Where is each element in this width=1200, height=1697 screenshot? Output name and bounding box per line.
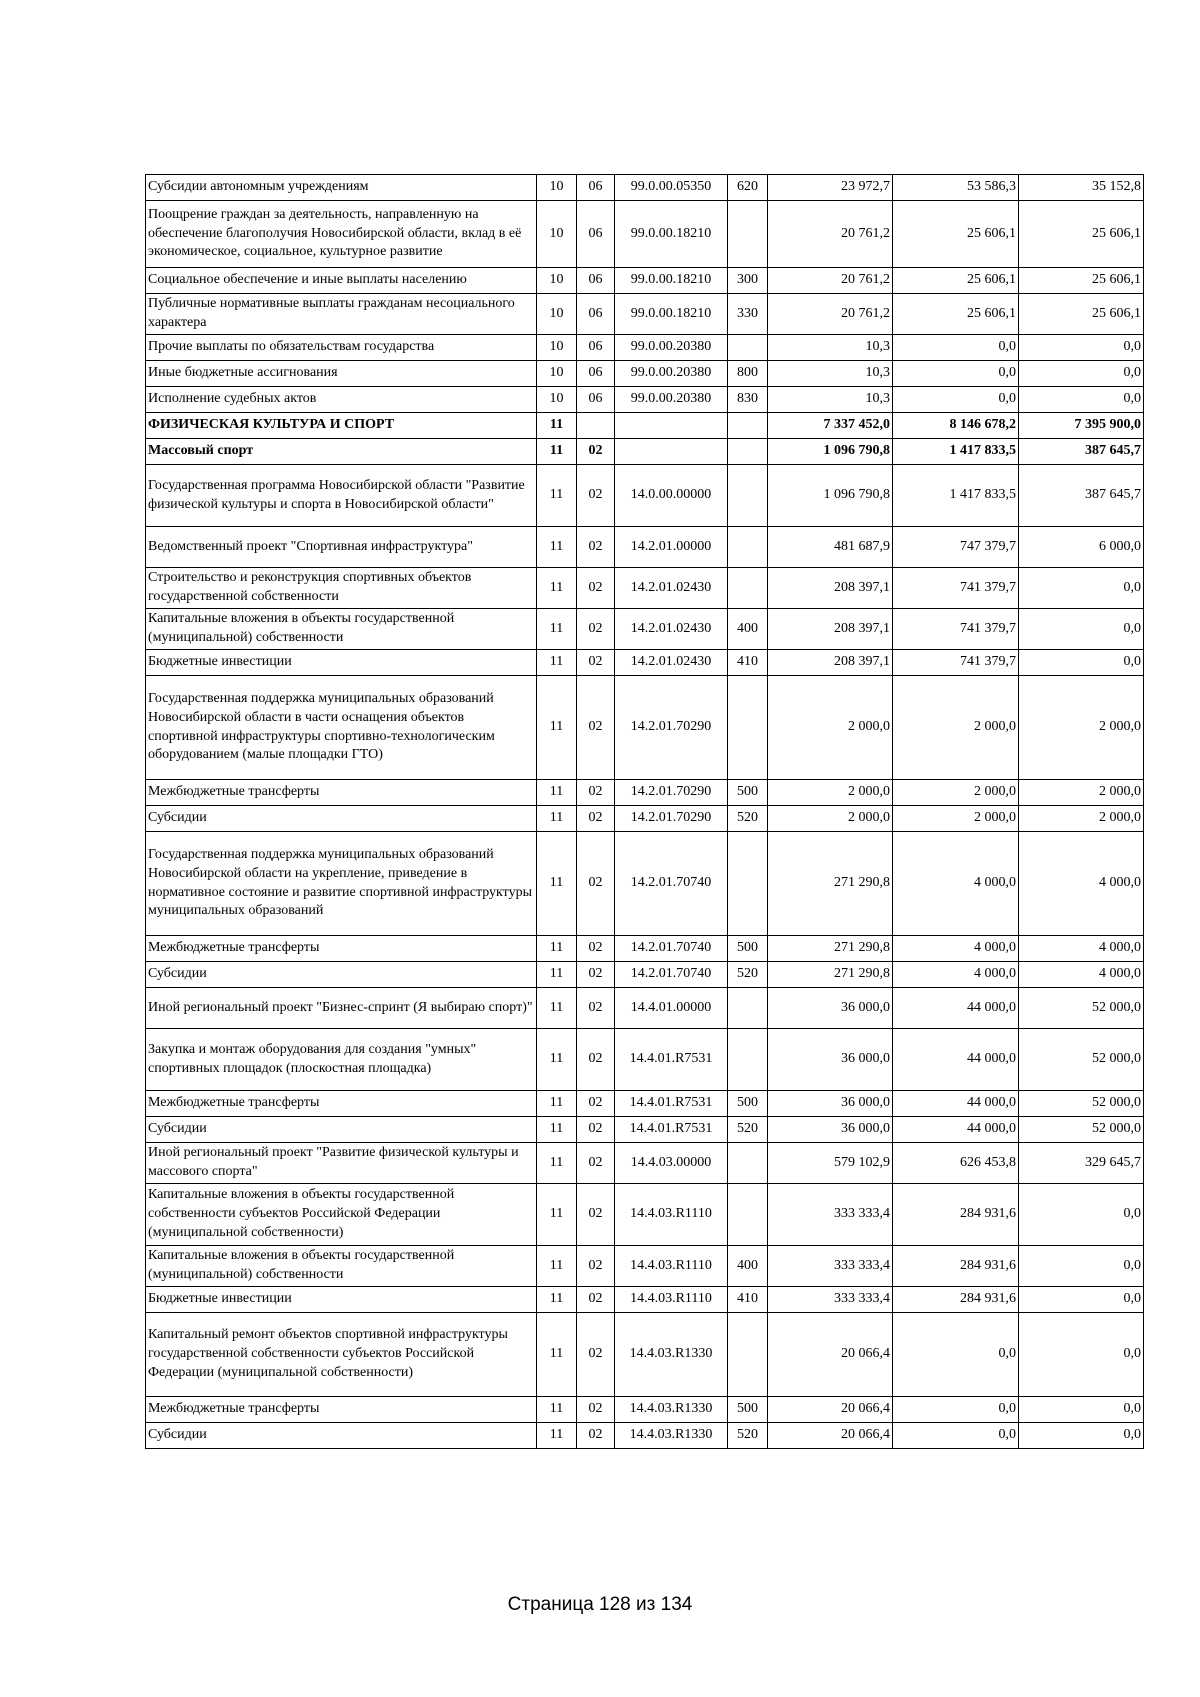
target-article-code: 14.4.01.R7531 <box>615 1117 728 1143</box>
row-name: Межбюджетные трансферты <box>146 780 537 806</box>
subsection-code: 02 <box>577 1091 615 1117</box>
row-name: Государственная поддержка муниципальных образований Новосибирской области в части оснащения объектов спортивной инфраструктуры спортивно-технологическим оборудованием (малые площадки ГТО) <box>146 676 537 780</box>
amount-year-3: 0,0 <box>1019 335 1144 361</box>
expense-type-code: 330 <box>728 294 768 335</box>
table-row <box>146 936 1144 962</box>
expense-type-code <box>728 1029 768 1091</box>
amount-year-3: 0,0 <box>1019 1313 1144 1397</box>
row-name: Поощрение граждан за деятельность, направленную на обеспечение благополучия Новосибирской области, вклад в её экономическое, социальное, культурное развитие <box>146 201 537 268</box>
amount-year-3: 4 000,0 <box>1019 936 1144 962</box>
amount-year-2: 741 379,7 <box>893 568 1019 609</box>
amount-year-2: 25 606,1 <box>893 268 1019 294</box>
amount-year-1: 36 000,0 <box>768 1117 893 1143</box>
subsection-code: 02 <box>577 1246 615 1287</box>
section-code: 11 <box>537 806 577 832</box>
amount-year-3: 0,0 <box>1019 568 1144 609</box>
section-code: 11 <box>537 676 577 780</box>
amount-year-1: 7 337 452,0 <box>768 413 893 439</box>
amount-year-3: 2 000,0 <box>1019 676 1144 780</box>
amount-year-1: 1 096 790,8 <box>768 439 893 465</box>
amount-year-1: 10,3 <box>768 361 893 387</box>
row-name: Субсидии <box>146 962 537 988</box>
subsection-code: 06 <box>577 294 615 335</box>
amount-year-2: 741 379,7 <box>893 650 1019 676</box>
table-row <box>146 1313 1144 1397</box>
subsection-code: 02 <box>577 962 615 988</box>
subsection-code: 06 <box>577 335 615 361</box>
target-article-code: 14.2.01.70740 <box>615 832 728 936</box>
section-code: 11 <box>537 609 577 650</box>
section-code: 10 <box>537 294 577 335</box>
amount-year-2: 284 931,6 <box>893 1287 1019 1313</box>
section-code: 10 <box>537 361 577 387</box>
subsection-code: 02 <box>577 1423 615 1449</box>
amount-year-3: 52 000,0 <box>1019 1117 1144 1143</box>
table-row <box>146 201 1144 268</box>
amount-year-3: 0,0 <box>1019 1246 1144 1287</box>
table-row <box>146 387 1144 413</box>
expense-type-code <box>728 413 768 439</box>
amount-year-2: 741 379,7 <box>893 609 1019 650</box>
amount-year-3: 35 152,8 <box>1019 175 1144 201</box>
amount-year-2: 25 606,1 <box>893 201 1019 268</box>
table-row <box>146 175 1144 201</box>
section-code: 10 <box>537 387 577 413</box>
subsection-code: 06 <box>577 387 615 413</box>
table-row <box>146 832 1144 936</box>
amount-year-1: 2 000,0 <box>768 806 893 832</box>
table-row <box>146 413 1144 439</box>
amount-year-2: 626 453,8 <box>893 1143 1019 1184</box>
table-row <box>146 1184 1144 1246</box>
section-code: 11 <box>537 1029 577 1091</box>
amount-year-3: 6 000,0 <box>1019 527 1144 568</box>
amount-year-1: 36 000,0 <box>768 988 893 1029</box>
section-code: 11 <box>537 988 577 1029</box>
target-article-code: 14.2.01.70290 <box>615 780 728 806</box>
expense-type-code: 410 <box>728 650 768 676</box>
row-name: Государственная поддержка муниципальных образований Новосибирской области на укрепление, приведение в нормативное состояние и развитие спортивной инфраструктуры муниципальных образований <box>146 832 537 936</box>
table-row <box>146 609 1144 650</box>
subsection-code: 02 <box>577 1143 615 1184</box>
subsection-code: 02 <box>577 1029 615 1091</box>
amount-year-1: 2 000,0 <box>768 676 893 780</box>
table-row <box>146 1246 1144 1287</box>
table-row <box>146 806 1144 832</box>
row-name: Межбюджетные трансферты <box>146 1091 537 1117</box>
section-code: 11 <box>537 962 577 988</box>
row-name: Иные бюджетные ассигнования <box>146 361 537 387</box>
target-article-code: 14.4.03.R1330 <box>615 1313 728 1397</box>
amount-year-3: 387 645,7 <box>1019 465 1144 527</box>
subsection-code: 02 <box>577 1117 615 1143</box>
amount-year-2: 0,0 <box>893 1397 1019 1423</box>
section-code: 10 <box>537 201 577 268</box>
expense-type-code <box>728 988 768 1029</box>
row-name: Бюджетные инвестиции <box>146 1287 537 1313</box>
expense-type-code: 500 <box>728 936 768 962</box>
target-article-code: 14.4.03.R1110 <box>615 1287 728 1313</box>
amount-year-3: 0,0 <box>1019 361 1144 387</box>
section-code: 11 <box>537 1143 577 1184</box>
target-article-code: 99.0.00.05350 <box>615 175 728 201</box>
amount-year-3: 0,0 <box>1019 1184 1144 1246</box>
row-name: Капитальные вложения в объекты государственной собственности субъектов Российской Федерации (муниципальной собственности) <box>146 1184 537 1246</box>
amount-year-2: 0,0 <box>893 361 1019 387</box>
target-article-code: 14.4.03.R1110 <box>615 1184 728 1246</box>
page-number: Страница 128 из 134 <box>507 1594 693 1615</box>
amount-year-3: 2 000,0 <box>1019 806 1144 832</box>
expense-type-code: 620 <box>728 175 768 201</box>
section-code: 11 <box>537 1397 577 1423</box>
target-article-code: 14.2.01.70740 <box>615 936 728 962</box>
row-name: Прочие выплаты по обязательствам государства <box>146 335 537 361</box>
target-article-code <box>615 439 728 465</box>
expense-type-code: 400 <box>728 1246 768 1287</box>
amount-year-2: 0,0 <box>893 387 1019 413</box>
amount-year-2: 4 000,0 <box>893 936 1019 962</box>
amount-year-2: 0,0 <box>893 1423 1019 1449</box>
amount-year-3: 52 000,0 <box>1019 988 1144 1029</box>
expense-type-code: 400 <box>728 609 768 650</box>
target-article-code: 14.2.01.70290 <box>615 676 728 780</box>
amount-year-3: 25 606,1 <box>1019 294 1144 335</box>
table-row <box>146 439 1144 465</box>
amount-year-2: 2 000,0 <box>893 780 1019 806</box>
target-article-code: 99.0.00.20380 <box>615 387 728 413</box>
row-name: Субсидии автономным учреждениям <box>146 175 537 201</box>
amount-year-2: 2 000,0 <box>893 806 1019 832</box>
target-article-code: 14.4.03.R1110 <box>615 1246 728 1287</box>
amount-year-1: 10,3 <box>768 335 893 361</box>
subsection-code: 06 <box>577 268 615 294</box>
amount-year-1: 1 096 790,8 <box>768 465 893 527</box>
amount-year-1: 481 687,9 <box>768 527 893 568</box>
row-name: Публичные нормативные выплаты гражданам несоциального характера <box>146 294 537 335</box>
amount-year-2: 44 000,0 <box>893 988 1019 1029</box>
expense-type-code <box>728 568 768 609</box>
target-article-code: 14.2.01.70740 <box>615 962 728 988</box>
section-code: 10 <box>537 175 577 201</box>
amount-year-2: 44 000,0 <box>893 1029 1019 1091</box>
subsection-code: 02 <box>577 527 615 568</box>
subsection-code: 02 <box>577 465 615 527</box>
amount-year-2: 53 586,3 <box>893 175 1019 201</box>
target-article-code: 14.2.01.02430 <box>615 568 728 609</box>
expense-type-code <box>728 465 768 527</box>
budget-table <box>145 174 1144 1449</box>
amount-year-1: 333 333,4 <box>768 1184 893 1246</box>
target-article-code: 14.0.00.00000 <box>615 465 728 527</box>
amount-year-1: 271 290,8 <box>768 962 893 988</box>
amount-year-1: 20 066,4 <box>768 1313 893 1397</box>
target-article-code: 14.4.01.R7531 <box>615 1029 728 1091</box>
amount-year-1: 208 397,1 <box>768 609 893 650</box>
row-name: Межбюджетные трансферты <box>146 1397 537 1423</box>
amount-year-1: 10,3 <box>768 387 893 413</box>
subsection-code: 02 <box>577 1313 615 1397</box>
section-code: 11 <box>537 1184 577 1246</box>
subsection-code: 06 <box>577 201 615 268</box>
row-name: Социальное обеспечение и иные выплаты населению <box>146 268 537 294</box>
amount-year-3: 4 000,0 <box>1019 962 1144 988</box>
table-row <box>146 988 1144 1029</box>
amount-year-1: 20 066,4 <box>768 1423 893 1449</box>
expense-type-code: 520 <box>728 806 768 832</box>
table-row <box>146 527 1144 568</box>
section-code: 11 <box>537 936 577 962</box>
amount-year-3: 52 000,0 <box>1019 1029 1144 1091</box>
target-article-code: 99.0.00.20380 <box>615 335 728 361</box>
amount-year-3: 0,0 <box>1019 1287 1144 1313</box>
table-row <box>146 962 1144 988</box>
expense-type-code: 800 <box>728 361 768 387</box>
target-article-code: 14.4.01.R7531 <box>615 1091 728 1117</box>
row-name: Капитальный ремонт объектов спортивной инфраструктуры государственной собственности субъектов Российской Федерации (муниципальной собственности) <box>146 1313 537 1397</box>
table-body <box>146 175 1144 1449</box>
section-code: 10 <box>537 268 577 294</box>
amount-year-1: 20 761,2 <box>768 268 893 294</box>
section-code: 11 <box>537 568 577 609</box>
subsection-code: 02 <box>577 988 615 1029</box>
table-row <box>146 568 1144 609</box>
table-row <box>146 1423 1144 1449</box>
amount-year-1: 20 761,2 <box>768 294 893 335</box>
amount-year-2: 0,0 <box>893 335 1019 361</box>
subsection-code: 02 <box>577 439 615 465</box>
table-row <box>146 676 1144 780</box>
expense-type-code <box>728 676 768 780</box>
table-row <box>146 1091 1144 1117</box>
amount-year-2: 1 417 833,5 <box>893 465 1019 527</box>
target-article-code: 14.4.03.R1330 <box>615 1423 728 1449</box>
amount-year-3: 25 606,1 <box>1019 268 1144 294</box>
section-code: 11 <box>537 1313 577 1397</box>
amount-year-3: 2 000,0 <box>1019 780 1144 806</box>
table-row <box>146 1287 1144 1313</box>
expense-type-code <box>728 335 768 361</box>
subsection-code: 02 <box>577 676 615 780</box>
target-article-code: 14.4.03.00000 <box>615 1143 728 1184</box>
table-row <box>146 1397 1144 1423</box>
expense-type-code <box>728 1313 768 1397</box>
section-code: 11 <box>537 1423 577 1449</box>
expense-type-code <box>728 439 768 465</box>
expense-type-code: 500 <box>728 1397 768 1423</box>
expense-type-code: 520 <box>728 962 768 988</box>
subsection-code: 02 <box>577 1287 615 1313</box>
amount-year-1: 2 000,0 <box>768 780 893 806</box>
amount-year-2: 4 000,0 <box>893 962 1019 988</box>
row-name: Иной региональный проект "Развитие физической культуры и массового спорта" <box>146 1143 537 1184</box>
table-row <box>146 465 1144 527</box>
amount-year-1: 579 102,9 <box>768 1143 893 1184</box>
expense-type-code: 830 <box>728 387 768 413</box>
target-article-code: 14.2.01.02430 <box>615 650 728 676</box>
amount-year-3: 0,0 <box>1019 650 1144 676</box>
section-code: 11 <box>537 465 577 527</box>
row-name: Субсидии <box>146 1423 537 1449</box>
amount-year-2: 8 146 678,2 <box>893 413 1019 439</box>
amount-year-1: 271 290,8 <box>768 936 893 962</box>
amount-year-1: 333 333,4 <box>768 1246 893 1287</box>
amount-year-3: 0,0 <box>1019 1397 1144 1423</box>
amount-year-1: 208 397,1 <box>768 650 893 676</box>
amount-year-1: 20 066,4 <box>768 1397 893 1423</box>
expense-type-code: 410 <box>728 1287 768 1313</box>
row-name: Закупка и монтаж оборудования для создания "умных" спортивных площадок (плоскостная площадка) <box>146 1029 537 1091</box>
row-name: Бюджетные инвестиции <box>146 650 537 676</box>
table-row <box>146 780 1144 806</box>
amount-year-3: 0,0 <box>1019 387 1144 413</box>
amount-year-2: 4 000,0 <box>893 832 1019 936</box>
section-code: 10 <box>537 335 577 361</box>
expense-type-code: 520 <box>728 1117 768 1143</box>
subsection-code: 02 <box>577 1397 615 1423</box>
section-code: 11 <box>537 1091 577 1117</box>
amount-year-3: 0,0 <box>1019 1423 1144 1449</box>
row-name: Субсидии <box>146 1117 537 1143</box>
row-name: Межбюджетные трансферты <box>146 936 537 962</box>
amount-year-3: 25 606,1 <box>1019 201 1144 268</box>
target-article-code: 99.0.00.18210 <box>615 268 728 294</box>
subsection-code <box>577 413 615 439</box>
row-name: Исполнение судебных актов <box>146 387 537 413</box>
subsection-code: 02 <box>577 568 615 609</box>
row-name: Строительство и реконструкция спортивных объектов государственной собственности <box>146 568 537 609</box>
target-article-code: 14.2.01.02430 <box>615 609 728 650</box>
table-row <box>146 1143 1144 1184</box>
section-code: 11 <box>537 1246 577 1287</box>
amount-year-3: 7 395 900,0 <box>1019 413 1144 439</box>
subsection-code: 02 <box>577 806 615 832</box>
amount-year-2: 44 000,0 <box>893 1117 1019 1143</box>
amount-year-2: 284 931,6 <box>893 1246 1019 1287</box>
expense-type-code <box>728 527 768 568</box>
amount-year-1: 208 397,1 <box>768 568 893 609</box>
target-article-code: 14.2.01.00000 <box>615 527 728 568</box>
table-row <box>146 650 1144 676</box>
row-name: ФИЗИЧЕСКАЯ КУЛЬТУРА И СПОРТ <box>146 413 537 439</box>
amount-year-1: 271 290,8 <box>768 832 893 936</box>
subsection-code: 02 <box>577 609 615 650</box>
amount-year-2: 25 606,1 <box>893 294 1019 335</box>
row-name: Массовый спорт <box>146 439 537 465</box>
expense-type-code: 300 <box>728 268 768 294</box>
section-code: 11 <box>537 780 577 806</box>
amount-year-2: 747 379,7 <box>893 527 1019 568</box>
expense-type-code <box>728 832 768 936</box>
row-name: Иной региональный проект "Бизнес-спринт (Я выбираю спорт)" <box>146 988 537 1029</box>
expense-type-code <box>728 1143 768 1184</box>
subsection-code: 02 <box>577 780 615 806</box>
target-article-code: 14.4.01.00000 <box>615 988 728 1029</box>
amount-year-2: 284 931,6 <box>893 1184 1019 1246</box>
expense-type-code <box>728 1184 768 1246</box>
amount-year-2: 44 000,0 <box>893 1091 1019 1117</box>
amount-year-3: 4 000,0 <box>1019 832 1144 936</box>
amount-year-3: 329 645,7 <box>1019 1143 1144 1184</box>
table-row <box>146 268 1144 294</box>
amount-year-2: 0,0 <box>893 1313 1019 1397</box>
section-code: 11 <box>537 527 577 568</box>
amount-year-1: 20 761,2 <box>768 201 893 268</box>
row-name: Капитальные вложения в объекты государственной (муниципальной) собственности <box>146 1246 537 1287</box>
table-row <box>146 1029 1144 1091</box>
row-name: Государственная программа Новосибирской области "Развитие физической культуры и спорта в Новосибирской области" <box>146 465 537 527</box>
amount-year-1: 23 972,7 <box>768 175 893 201</box>
target-article-code <box>615 413 728 439</box>
row-name: Капитальные вложения в объекты государственной (муниципальной) собственности <box>146 609 537 650</box>
section-code: 11 <box>537 1287 577 1313</box>
row-name: Ведомственный проект "Спортивная инфраструктура" <box>146 527 537 568</box>
subsection-code: 06 <box>577 361 615 387</box>
target-article-code: 99.0.00.18210 <box>615 294 728 335</box>
section-code: 11 <box>537 439 577 465</box>
subsection-code: 06 <box>577 175 615 201</box>
amount-year-1: 36 000,0 <box>768 1091 893 1117</box>
table-row <box>146 1117 1144 1143</box>
section-code: 11 <box>537 832 577 936</box>
subsection-code: 02 <box>577 1184 615 1246</box>
expense-type-code <box>728 201 768 268</box>
amount-year-1: 36 000,0 <box>768 1029 893 1091</box>
section-code: 11 <box>537 650 577 676</box>
amount-year-2: 2 000,0 <box>893 676 1019 780</box>
target-article-code: 99.0.00.20380 <box>615 361 728 387</box>
target-article-code: 14.2.01.70290 <box>615 806 728 832</box>
table-row <box>146 294 1144 335</box>
expense-type-code: 500 <box>728 1091 768 1117</box>
amount-year-2: 1 417 833,5 <box>893 439 1019 465</box>
section-code: 11 <box>537 1117 577 1143</box>
subsection-code: 02 <box>577 832 615 936</box>
table-row <box>146 361 1144 387</box>
row-name: Субсидии <box>146 806 537 832</box>
expense-type-code: 520 <box>728 1423 768 1449</box>
amount-year-3: 52 000,0 <box>1019 1091 1144 1117</box>
section-code: 11 <box>537 413 577 439</box>
subsection-code: 02 <box>577 650 615 676</box>
subsection-code: 02 <box>577 936 615 962</box>
target-article-code: 14.4.03.R1330 <box>615 1397 728 1423</box>
amount-year-3: 387 645,7 <box>1019 439 1144 465</box>
table-row <box>146 335 1144 361</box>
amount-year-3: 0,0 <box>1019 609 1144 650</box>
target-article-code: 99.0.00.18210 <box>615 201 728 268</box>
expense-type-code: 500 <box>728 780 768 806</box>
amount-year-1: 333 333,4 <box>768 1287 893 1313</box>
